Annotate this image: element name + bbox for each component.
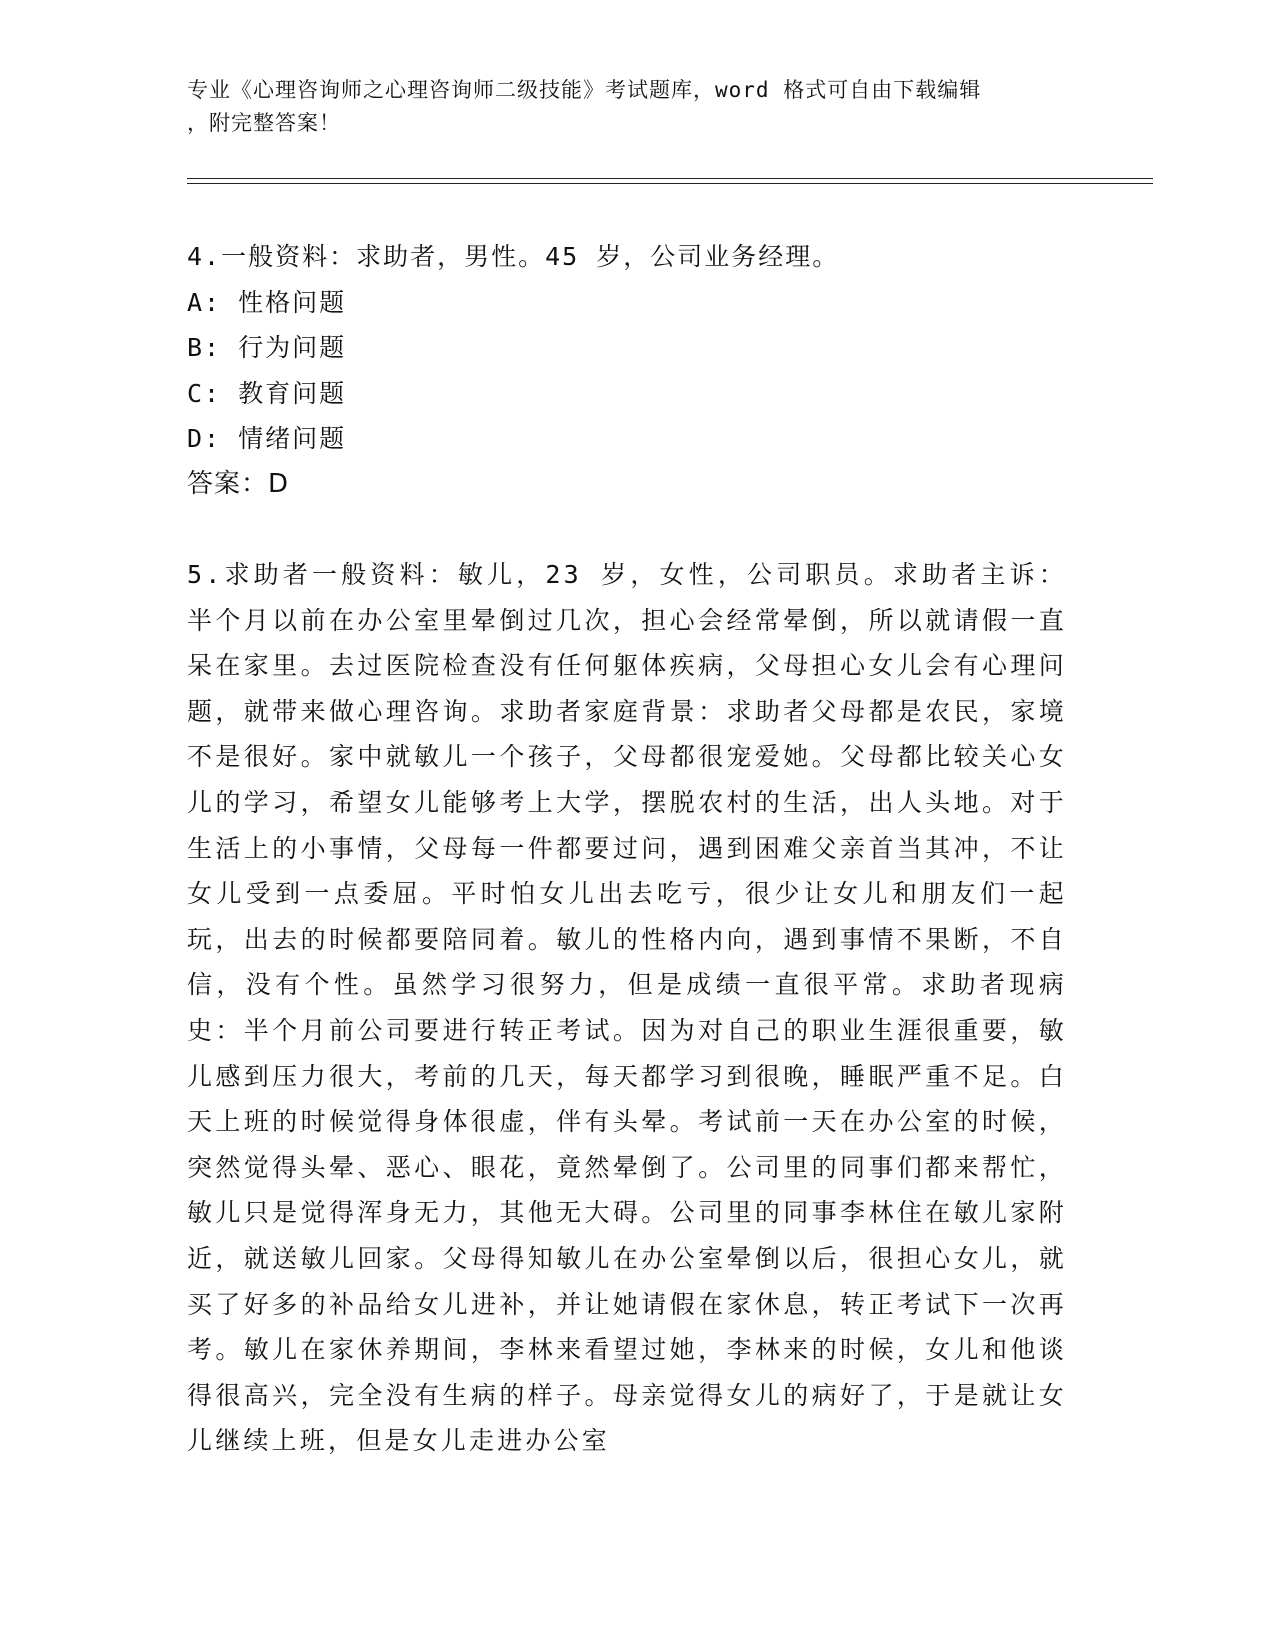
question-5: 5.求助者一般资料：敏儿，23 岁，女性，公司职员。求助者主诉：半个月以前在办公室里晕倒过几次，担心会经常晕倒，所以就请假一直呆在家里。去过医院检查没有任何躯体疾病，父母担心女儿会有心理问题，就带来做心理咨询。求助者家庭背景：求助者父母都是农民，家境不是很好。家中就敏儿一个孩子，父母都很宠爱她。父母都比较关心女儿的学习，希望女儿能够考上大学，摆脱农村的生活，出人头地。对于生活上的小事情，父母每一件都要过问，遇到困难父亲首当其冲，不让女儿受到一点委屈。平时怕女儿出去吃亏，很少让女儿和朋友们一起玩，出去的时候都要陪同着。敏儿的性格内向，遇到事情不果断，不自信，没有个性。虽然学习很努力，但是成绩一直很平常。求助者现病史：半个月前公司要进行转正考试。因为对自己的职业生涯很重要，敏儿感到压力很大，考前的几天，每天都学习到很晚，睡眠严重不足。白天上班的时候觉得身体很虚，伴有头晕。考试前一天在办公室的时候，突然觉得头晕、恶心、眼花，竟然晕倒了。公司里的同事们都来帮忙，敏儿只是觉得浑身无力，其他无大碍。公司里的同事李林住在敏儿家附近，就送敏儿回家。父母得知敏儿在办公室晕倒以后，很担心女儿，就买了好多的补品给女儿进补，并让她请假在家休息，转正考试下一次再考。敏儿在家休养期间，李林来看望过她，李林来的时候，女儿和他谈得很高兴，完全没有生病的样子。母亲觉得女儿的病好了，于是就让女儿继续上班，但是女儿走进办公室 (187, 560, 1067, 1456)
option-a: A: 性格问题 (187, 287, 347, 317)
option-b: B: 行为问题 (187, 333, 347, 362)
question-stem: 4.一般资料：求助者，男性。45 岁，公司业务经理。 (187, 242, 840, 271)
option-d: D: 情绪问题 (187, 424, 347, 453)
question-4 (187, 234, 1067, 507)
document-header (187, 74, 1067, 140)
answer-label: 答案：D (187, 468, 290, 499)
header-rule-top (187, 178, 1153, 179)
option-c: C: 教育问题 (187, 378, 347, 408)
header-line-2: ，附完整答案！ (187, 111, 341, 135)
header-line-1: 专业《心理咨询师之心理咨询师二级技能》考试题库，word 格式可自由下载编辑 (187, 78, 982, 102)
header-rule-bottom (187, 183, 1153, 184)
